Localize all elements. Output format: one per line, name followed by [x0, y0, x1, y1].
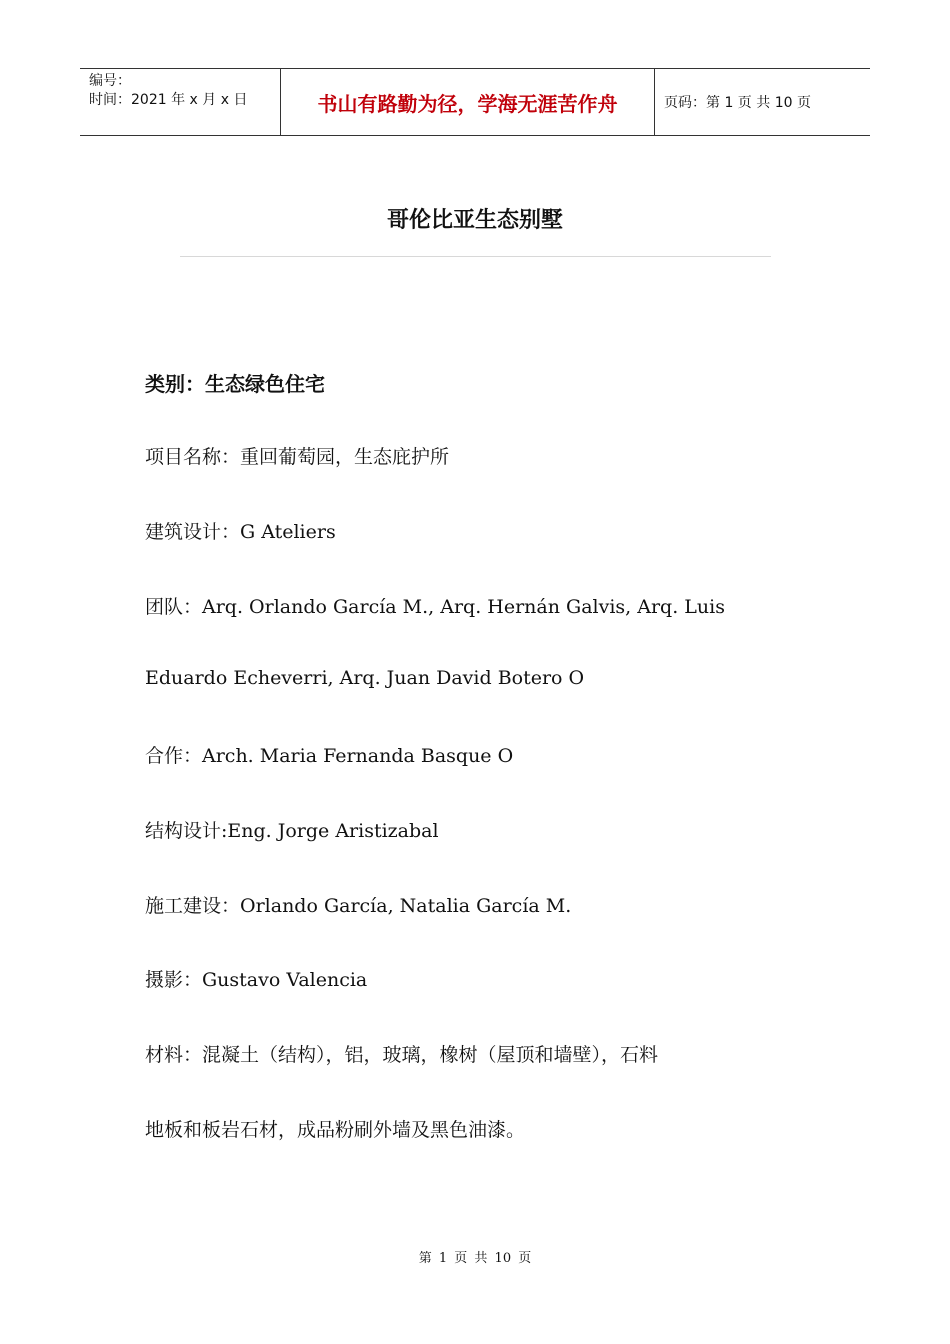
time-label: 时间：2021 年 x 月 x 日	[89, 92, 248, 108]
photography-line: 摄影：Gustavo Valencia	[145, 969, 368, 991]
architect-line: 建筑设计：G Ateliers	[145, 521, 336, 543]
header-motto: 书山有路勤为径，学海无涯苦作舟	[281, 69, 655, 135]
construction-line: 施工建设：Orlando García, Natalia García M.	[145, 895, 572, 917]
category-heading: 类别：生态绿色住宅	[145, 372, 325, 396]
team-line-2: Eduardo Echeverri, Arq. Juan David Botero O	[145, 667, 585, 689]
structure-line: 结构设计:Eng. Jorge Aristizabal	[145, 820, 439, 842]
header-meta	[80, 69, 281, 135]
team-line-1: 团队：Arq. Orlando García M., Arq. Hernán Galvis, Arq. Luis	[145, 596, 725, 618]
collaboration-line: 合作：Arch. Maria Fernanda Basque O	[145, 745, 514, 767]
page-header	[80, 68, 870, 136]
header-page-info: 页码：第 1 页 共 10 页	[664, 95, 811, 111]
document-title: 哥伦比亚生态别墅	[386, 208, 563, 233]
number-label: 编号：	[89, 73, 131, 89]
page-footer: 第 1 页 共 10 页	[418, 1251, 532, 1266]
project-name-line: 项目名称：重回葡萄园，生态庇护所	[145, 446, 450, 468]
title-divider	[180, 256, 771, 257]
materials-line-2: 地板和板岩石材，成品粉刷外墙及黑色油漆。	[145, 1119, 526, 1141]
materials-line-1: 材料：混凝土（结构），铝，玻璃，橡树（屋顶和墙壁），石料	[145, 1044, 659, 1066]
